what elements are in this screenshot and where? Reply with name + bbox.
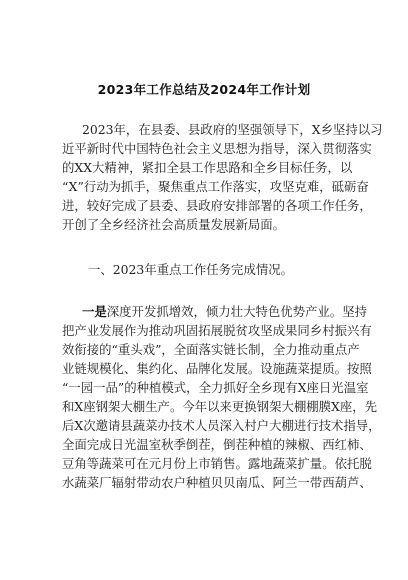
document-title: 2023年工作总结及2024年工作计划 — [97, 82, 311, 97]
paragraph-2-line: 水蔬菜厂辐射带动农户种植贝贝南瓜、阿兰一带西葫芦、 — [62, 475, 372, 490]
paragraph-1-line: 开创了全乡经济社会高质量发展新局面。 — [62, 217, 286, 232]
paragraph-1-line: 的XX大精神，紧扣全县工作思路和全乡目标任务，以 — [62, 160, 353, 175]
paragraph-1-line: 近平新时代中国特色社会主义思想为指导，深入贯彻落实 — [62, 141, 372, 156]
paragraph-1-line: 进，较好完成了县委、县政府安排部署的各项工作任务， — [62, 198, 372, 213]
paragraph-1-line: 2023年，在县委、县政府的坚强领导下，X乡坚持以习 — [82, 122, 383, 137]
paragraph-2-line: 豆角等蔬菜可在元月份上市销售。露地蔬菜扩量。依托脱 — [62, 456, 372, 471]
lead-bold-text: 一是 — [82, 304, 107, 319]
paragraph-2-line: 效衔接的“重头戏”，全面落实链长制，全力推动重点产 — [62, 342, 360, 357]
paragraph-2-line: “一园一品”的种植模式，全力抓好全乡现有X座日光温室 — [62, 380, 369, 395]
paragraph-2-line: 业链规模化、集约化、品牌化发展。设施蔬菜提质。按照 — [62, 361, 372, 376]
paragraph-2-line: 和X座钢架大棚生产。今年以来更换钢架大棚棚膜X座，先 — [62, 399, 378, 414]
first-line-text: 深度开发抓增效，倾力壮大特色优势产业。坚持 — [106, 304, 367, 319]
paragraph-2-line: 全面完成日光温室秋季倒茬，倒茬种植的辣椒、西红柿、 — [62, 437, 372, 452]
paragraph-2-line: 后X次邀请县蔬菜办技术人员深入村户大棚进行技术指导， — [62, 418, 381, 433]
paragraph-2-line: 把产业发展作为推动巩固拓展脱贫攻坚成果同乡村振兴有 — [62, 323, 372, 338]
paragraph-2-first-line — [0, 304, 408, 320]
section-heading: 一、2023年重点工作任务完成情况。 — [88, 262, 294, 277]
paragraph-1-line: “X”行动为抓手，聚焦重点工作落实，攻坚克难，砥砺奋 — [62, 179, 369, 194]
